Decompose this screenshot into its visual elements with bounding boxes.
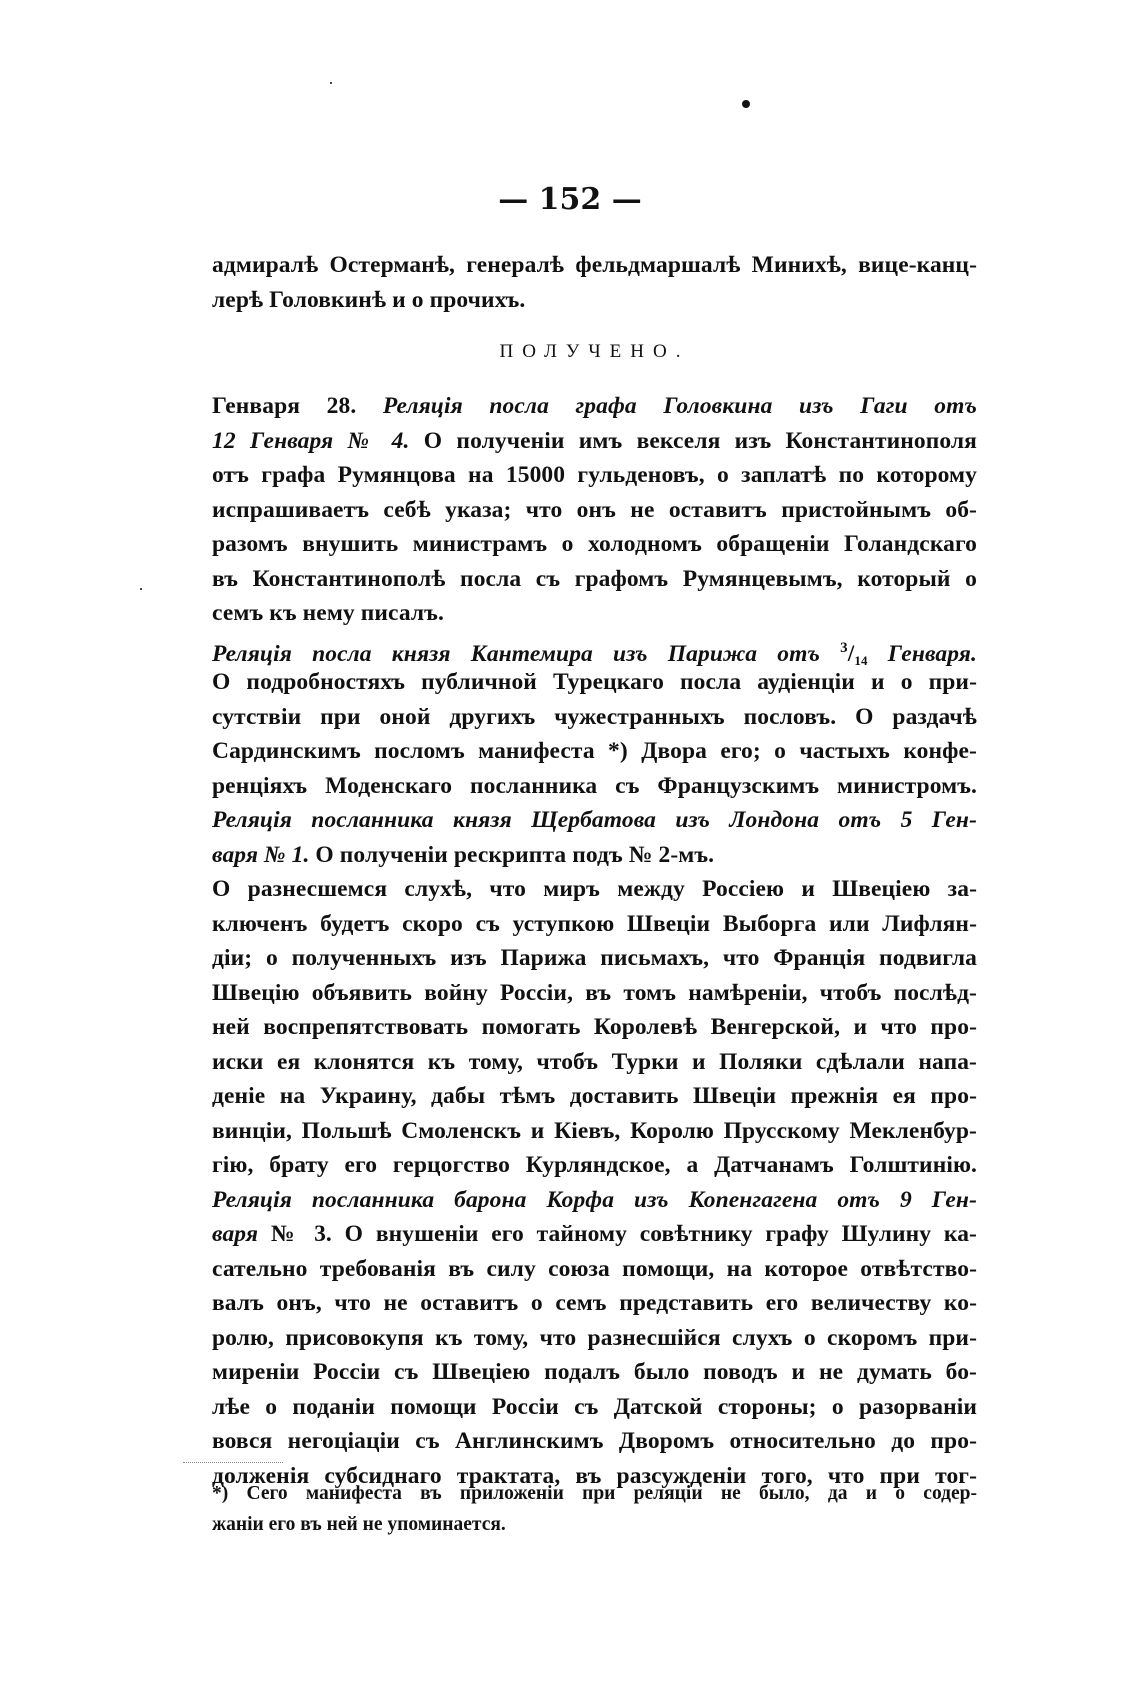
text-line: Швецію объявить войну Россіи, въ томъ намѣреніи, чтобъ послѣд- — [212, 979, 977, 1006]
section-heading: ПОЛУЧЕНО. — [499, 341, 690, 362]
text-line: испрашиваетъ себѣ указа; что онъ не оставитъ пристойнымъ об- — [212, 496, 977, 523]
text-line: отъ графа Румянцова на 15000 гульденовъ, о заплатѣ по которому — [212, 462, 977, 488]
entry-heading-line — [212, 803, 977, 838]
entry-title: Реляція посланника барона Корфа изъ Копенгагена отъ 9 Ген- — [212, 1186, 977, 1213]
footnote-separator — [183, 1462, 283, 1463]
text-line: лѣе о поданіи помощи Россіи съ Датской стороны; о разорваніи — [212, 1393, 977, 1420]
text-line: иски ея клонятся къ тому, чтобъ Турки и Поляки сдѣлали напа- — [212, 1048, 977, 1075]
text-line: вовся негоціаціи съ Англинскимъ Дворомъ относительно до про- — [212, 1428, 977, 1454]
entry-title: Реляція посла графа Головкина изъ Гаги отъ — [382, 393, 977, 419]
text-line: въ Константинополѣ посла съ графомъ Румянцевымъ, который о — [212, 565, 977, 592]
text-line: винціи, Польшѣ Смоленскъ и Кіевъ, Королю Прусскому Мекленбур- — [212, 1117, 977, 1144]
entry-date-fraction: $^3/_{14}$ — [840, 639, 868, 668]
entry-line — [212, 838, 977, 873]
text-line: О подробностяхъ публичной Турецкаго посла аудіенціи и о при- — [212, 669, 977, 695]
entry-title: Реляція посла князя Кантемира изъ Парижа отъ — [212, 640, 820, 667]
text-line: ней воспрепятствовать помогать Королевѣ Венгерской, и что про- — [212, 1014, 977, 1040]
text-line: ключенъ будетъ скоро съ уступкою Швеціи Выборга или Лифлян- — [212, 910, 977, 937]
entry-title-cont: 12 Генваря № 4. — [212, 427, 410, 454]
text-line: О разнесшемся слухѣ, что миръ между Россіею и Швеціею за- — [212, 876, 977, 902]
entry-heading-line — [212, 389, 977, 424]
footnote — [212, 1478, 977, 1540]
text-line: ролю, присовокупя къ тому, что разнесшійся слухъ о скоромъ при- — [212, 1324, 977, 1351]
entry-heading-line — [212, 631, 977, 666]
text-line: гію, брату его герцогство Курляндское, а Датчанамъ Голштинію. — [212, 1152, 977, 1178]
entry-text: № 3. О внушеніи его тайному совѣтнику графу Шулину ка- — [270, 1221, 977, 1247]
text-line: миреніи Россіи съ Швеціею подалъ было поводъ и не думать бо- — [212, 1359, 977, 1385]
entry-line — [212, 1217, 977, 1252]
entry-title: Реляція посланника князя Щербатова изъ Лондона отъ 5 Ген- — [212, 807, 977, 833]
entry-title-cont: варя № 1. — [212, 841, 310, 868]
footnote-line: *) Сего манифеста въ приложеніи при реляціи не было, да и о содер- — [212, 1483, 977, 1504]
text-line: валъ онъ, что не оставитъ о семъ представить его величеству ко- — [212, 1290, 977, 1316]
entry-date-word: Генваря. — [887, 640, 977, 667]
entry-text: О полученіи рескрипта подъ № 2-мъ. — [315, 841, 715, 868]
entry-heading-line — [212, 1183, 977, 1218]
text-line: сутствіи при оной другихъ чужестранныхъ пословъ. О раздачѣ — [212, 703, 977, 730]
text-line: Сардинскимъ посломъ манифеста *) Двора его; о частыхъ конфе- — [212, 738, 977, 764]
entry-title-cont: варя — [212, 1221, 259, 1247]
entry-date: Генваря 28. — [212, 393, 357, 419]
entry-text: О полученіи имъ векселя изъ Константинополя — [423, 427, 977, 454]
text-line: долженія субсиднаго трактата, въ разсужденіи того, что при тог- — [212, 1462, 977, 1489]
text-line: разомъ внушить министрамъ о холодномъ обращеніи Голандскаго — [212, 531, 977, 557]
text-line: сательно требованія въ силу союза помощи, на которое отвѣтство- — [212, 1255, 977, 1282]
body-text — [212, 248, 977, 1493]
entry-line — [212, 424, 977, 459]
text-line: лерѣ Головкинѣ и о прочихъ. — [212, 286, 526, 313]
text-line: семъ къ нему писалъ. — [212, 600, 444, 626]
footnote-line: жаніи его въ ней не упоминается. — [212, 1514, 506, 1535]
text-line: адмиралѣ Остерманѣ, генералѣ фельдмаршалѣ Минихѣ, вице-канц- — [212, 252, 977, 278]
text-line: деніе на Украину, дабы тѣмъ доставить Швеціи прежнія ея про- — [212, 1083, 977, 1109]
text-line: діи; о полученныхъ изъ Парижа письмахъ, что Франція подвигла — [212, 945, 977, 971]
text-line: ренціяхъ Моденскаго посланника съ Французскимъ министромъ. — [212, 772, 977, 799]
page-number: — 152 — — [498, 182, 642, 217]
